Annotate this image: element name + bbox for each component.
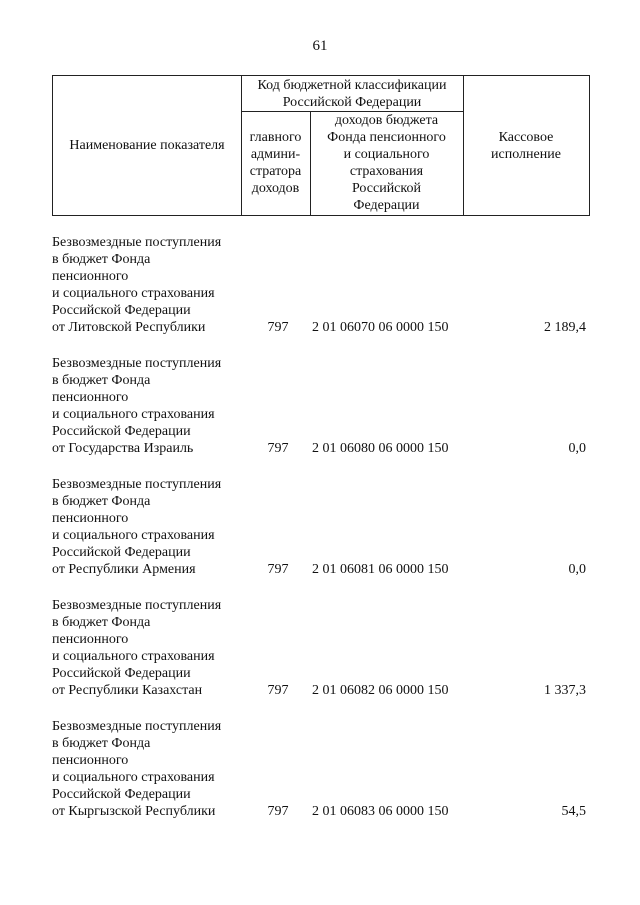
header-name-column [52,75,242,216]
header-admin-line: стратора [249,164,302,179]
table-row [52,476,592,578]
row-admin-code: 797 [267,441,289,456]
row-income-code: 2 01 06082 06 0000 150 [312,683,449,698]
header-kbk-line: Код бюджетной классификации [257,77,447,93]
table-row [52,718,592,820]
row-name: Безвозмездные поступления в бюджет Фонда пенсионного и социального страхования Российской Федерации от Литовской Республики [52,235,222,335]
row-name: Безвозмездные поступления в бюджет Фонда пенсионного и социального страхования Российской Федерации от Республики Армения [52,477,222,577]
row-income-code: 2 01 06080 06 0000 150 [312,441,449,456]
row-amount: 0,0 [568,562,586,577]
header-income-line: Фонда пенсионного [327,130,446,145]
table-row [52,234,592,336]
header-admin-line: админи- [250,147,301,162]
row-name: Безвозмездные поступления в бюджет Фонда пенсионного и социального страхования Российской Федерации от Государства Израиль [52,356,222,456]
header-admin-line: доходов [251,181,300,196]
header-income-line: доходов бюджета [334,113,439,128]
row-amount: 2 189,4 [544,320,586,335]
table-row [52,597,592,699]
header-income-line: страхования [349,164,424,179]
header-cash-column [463,75,590,216]
header-name-label: Наименование показателя [69,138,225,153]
row-admin-code: 797 [267,804,289,819]
header-cash-line: Кассовое [498,129,554,145]
header-cash-line: исполнение [491,146,561,162]
row-income-code: 2 01 06081 06 0000 150 [312,562,449,577]
table-row [52,355,592,457]
header-income-line: Федерации [353,198,420,213]
row-name: Безвозмездные поступления в бюджет Фонда пенсионного и социального страхования Российской Федерации от Республики Казахстан [52,598,222,698]
header-admin-line: главного [249,130,302,145]
header-admin-column [241,111,311,216]
row-income-code: 2 01 06070 06 0000 150 [312,320,449,335]
row-amount: 0,0 [568,441,586,456]
header-income-line: и социального [343,147,430,162]
header-kbk-line: Российской Федерации [282,94,422,110]
row-name: Безвозмездные поступления в бюджет Фонда пенсионного и социального страхования Российской Федерации от Кыргызской Республики [52,719,222,819]
row-amount: 54,5 [561,804,586,819]
row-admin-code: 797 [267,320,289,335]
page-number: 61 [312,38,328,54]
header-income-line: Российской [351,181,421,196]
row-amount: 1 337,3 [544,683,586,698]
row-income-code: 2 01 06083 06 0000 150 [312,804,449,819]
header-income-column [310,111,464,216]
header-kbk-group [241,75,464,112]
row-admin-code: 797 [267,683,289,698]
row-admin-code: 797 [267,562,289,577]
